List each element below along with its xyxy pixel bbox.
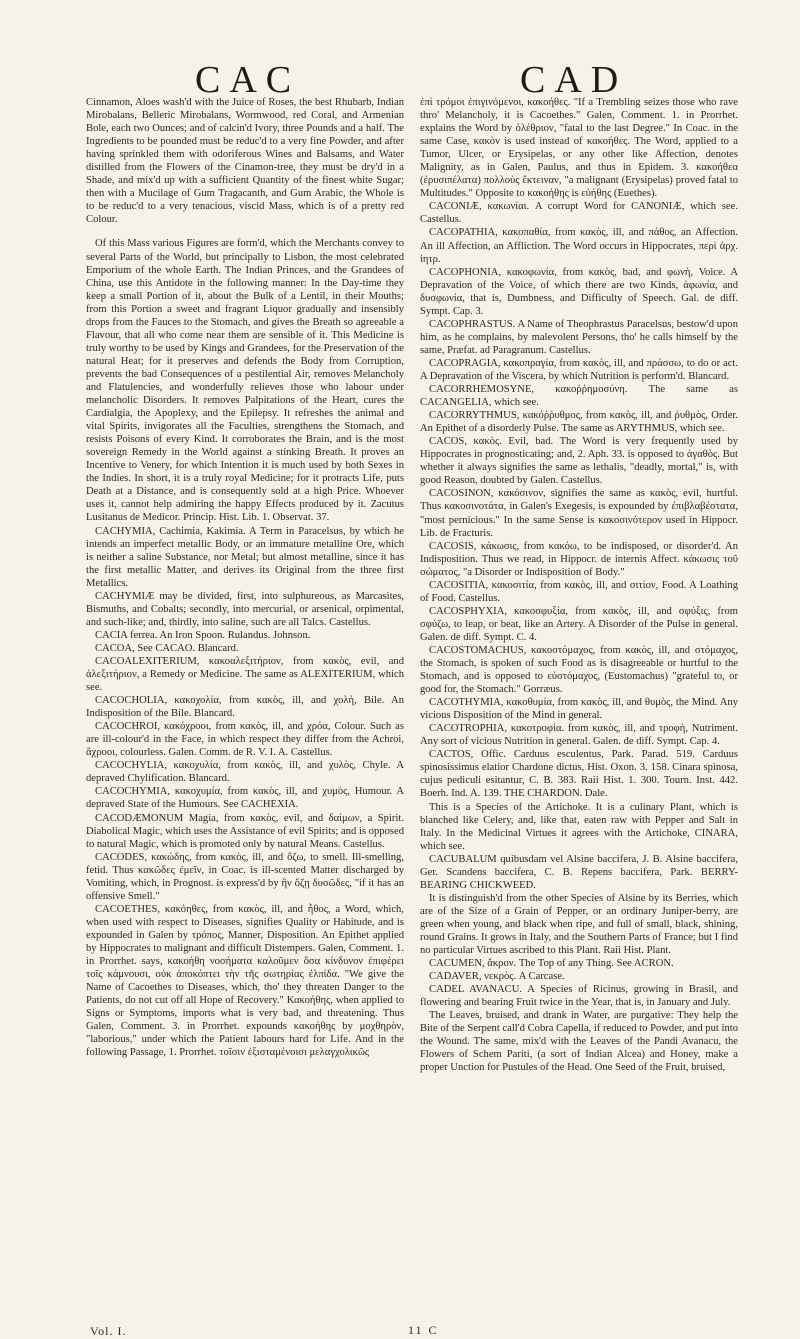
- entry-cacia: CACIA ferrea. An Iron Spoon. Rulandus. Johnson.: [95, 629, 311, 641]
- entry-cacochymia: CACOCHYMIA, κακοχυμία, from κακὸς, ill, and χυμὸς, Humour. A depraved State of the Humours. See CACHEXIA.: [86, 786, 404, 811]
- left-column: [86, 96, 404, 1059]
- entry-caconiae: CACONIÆ, κακωνίαι. A corrupt Word for CANONIÆ, which see. Castellus.: [420, 201, 738, 226]
- entry-cacophrastus: CACOPHRASTUS. A Name of Theophrastus Paracelsus, bestow'd upon him, as he complains, by malevolent Persons, tho' he calls himself by the same, Præfat. ad Paragranum. Castellus.: [420, 318, 738, 356]
- entry-cadaver: CADAVER, νεκρὸς. A Carcase.: [429, 971, 565, 983]
- entry-paragraph: ἐπὶ τρόμοι ἐπιγινόμενοι, κακοήθες. "If a Trembling seizes those who rave thro' Melancholy, it is Cacoethes." Galen, Comment. 1. in Prorrhet. explains the Word by ὀλέθριον, "fatal to the last Degree." In Coac. in the same Case, κακὸν is used instead of κακοήθες. The Word, applied to a Tumor, Ulcer, or Erysipelas, or any other like Affection, denotes Malignity, as in Galen, Paulus, and thus in Epidem. 3. κακοήθεα (ἐρυσιπέλατα) πολλοὺς ἔκτειναν, "a malignant (Erysipelas) proved fatal to Multitudes." Opposite to κακοήθης is εὐήθης (Euethes).: [420, 97, 738, 200]
- entry-cacumen: CACUMEN, ἄκρον. The Top of any Thing. See ACRON.: [429, 958, 674, 970]
- entry-cacophonia: CACOPHONIA, κακοφωνία, from κακὸς, bad, and φωνὴ, Voice. A Depravation of the Voice, of which there are two Kinds, ἀφωνία, and δυσφωνία, that is, Dumbness, and Difficulty of Speech. Gal. de diff. Sympt. Cap. 3.: [420, 266, 738, 317]
- entry-paragraph: Cinnamon, Aloes wash'd with the Juice of Roses, the best Rhubarb, Indian Mirobalans, Belleric Mirobalans, Wormwood, red Coral, and Armenian Bole, each two Ounces; and of calcin'd Ivory, three Pounds and a half. The Ingredients to be pounded must be reduc'd to a very fine Powder, and after having sprinkled them with odoriferous Wines and Balsams, and Water distilled from the Flowers of the Cinamon-tree, they must be dry'd in a Shade, and mix'd up with a sufficient Quantity of the finest white Sugar; then with a Mucilage of Gum Tragacanth, and Gum Arabic, the Whole is to be reduc'd to a very tenacious, viscid Mass, which is of a pretty red Colour.: [86, 97, 404, 226]
- entry-cacosphyxia: CACOSPHYXIA, κακοσφυξία, from κακὸς, ill, and σφύξις, from σφύζω, to leap, or beat, like an Artery. A Disorder of the Pulse in general. Galen. de diff. Sympt. C. 4.: [420, 605, 738, 643]
- entry-cachymia: CACHYMIA, Cachimia, Kakimia. A Term in Paracelsus, by which he intends an imperfect metallic Body, or an immature metalline Ore, which is neither a saline Substance, nor Metal; but almost metalline, since it has the first metallic Matter, and derives its Original from the three first Metallics.: [86, 525, 404, 589]
- entry-cadel-avanacu: CADEL AVANACU. A Species of Ricinus, growing in Brasil, and flowering and bearing Fruit twice in the Year, that is, in January and July.: [420, 984, 738, 1009]
- entry-paragraph: This is a Species of the Artichoke. It is a culinary Plant, which is blanched like Celery, and, like that, eaten raw with Pepper and Salt in Italy. In the Medicinal Virtues it agrees with the Artichoke, CINARA, which see.: [420, 801, 738, 852]
- entry-cacotrophia: CACOTROPHIA, κακοτροφία. from κακὸς, ill, and τροφὴ, Nutriment. Any sort of vicious Nutrition in general. Galen. de diff. Sympt. Cap. 4.: [420, 723, 738, 748]
- entry-cactos: CACTOS, Offic. Carduus esculentus, Park. Parad. 519. Carduus spinosissimus elatior Chardone dictus, Hist. Oxon. 3. 158. Cinara spinosa, cujus pediculi esitantur, C. B. 383. Raii Hist. 1. 300. Tourn. Inst. 442. Boerh. Ind. A. 139. THE CHARDON. Dale.: [420, 749, 738, 800]
- entry-cacorrhemosyne: CACORRHEMOSYNE, κακοῤῥημοσύνη. The same as CACANGELIA, which see.: [420, 384, 738, 409]
- volume-label: Vol. I.: [90, 1324, 127, 1338]
- entry-cacochroi: CACOCHROI, κακόχροοι, from κακὸς, ill, and χρόα, Colour. Such as are ill-colour'd in the Face, in which respect they differ from the Achroi, ἄχροοι, colourless. Galen. Comm. de R. V. I. A. Castellus.: [86, 721, 404, 759]
- entry-cacodaemonum: CACODÆMONUM Magia, from κακὸς, evil, and δαίμων, a Spirit. Diabolical Magic, which uses the Assistance of evil Spirits; and is opposed to natural Magic, which is promoted only by natural Means. Castellus.: [86, 812, 404, 850]
- entry-cacositia: CACOSITIA, κακοσιτία, from κακὸς, ill, and σιτίον, Food. A Loathing of Food. Castellus.: [420, 579, 738, 604]
- entry-cacodes: CACODES, κακώδης, from κακὸς, ill, and ὄζω, to smell. Ill-smelling, fetid. Thus κακῶδες ἐμεῖν, in Coac. is ill-scented Matter discharged by Vomiting, which, in Prognost. is express'd by ἢν ὄζῃ δυσῶδες, "if it has an offensive Smell.": [86, 851, 404, 902]
- entry-cacopragia: CACOPRAGIA, κακοπραγία, from κακὸς, ill, and πράσσω, to do or act. A Depravation of the Viscera, by which Nutrition is perform'd. Blancard.: [420, 357, 738, 382]
- entry-cacosis: CACOSIS, κάκωσις, from κακόω, to be indisposed, or disorder'd. An Indisposition. Thus we read, in Hippocr. de internis Affect. κάκωσις τοῦ σώματος, "a Disorder or Indisposition of Body.": [420, 540, 738, 578]
- entry-paragraph: CACHYMIÆ may be divided, first, into sulphureous, as Marcasites, Bismuths, and Cobalts; secondly, into mercurial, or arsenical, orpimental, and such-like; and, thirdly, into saline, such are all Talcs. Castellus.: [86, 590, 404, 628]
- entry-cacorrythmus: CACORRYTHMUS, κακόῤῥυθμος, from κακὸς, ill, and ῥυθμὸς, Order. An Epithet of a disorderly Pulse. The same as ARYTHMUS, which see.: [420, 410, 738, 435]
- entry-cacostomachus: CACOSTOMACHUS, κακοστόμαχος, from κακὸς, ill, and στόμαχος, the Stomach, is spoken of such Food as is disagreeable or hurtful to the Stomach, and is opposed to εὐστόμαχος, (Eustomachus) "grateful to, or good for, the Stomach." Gorræus.: [420, 644, 738, 696]
- running-head-right: CAD: [520, 59, 628, 101]
- entry-cacoethes: CACOETHES, κακόηθες, from κακὸς, ill, and ἦθος, a Word, which, when used with respect to Diseases, signifies Quality or Habitude, and is expounded in Galen by τρόπος, Manner, Disposition. An Epithet applied by Hippocrates to malignant and difficult Distempers. Galen, Comment. 1. in Prorrhet. says, κακοήθη νοσήματα καλοῦμεν ὅσα κίνδυνον ἐπιφέρει τοῖς κάμνουσι, οὐκ ἀποκόπτει τὴν τῆς σωτηρίας ἐλπίδα. "We give the Name of Cacoethes to Diseases, which, tho' they threaten Danger to the Patients, do not cut off all Hope of Recovery." Κακοήθης, when applied to Signs or Symptoms, imports what is very bad, and threatening. Thus Galen, Comment. 3. in Prorrhet. expounds κακοήθης by μοχθηρὸν, "laborious," under which the Patient labours hard for Life. And in the following Passage, 1. Prorrhet. τοῖσιν ἐξισταμένοισι μελαγχολικῶς: [86, 903, 404, 1059]
- entry-cacopathia: CACOPATHIA, κακοπαθία, from κακὸς, ill, and πάθος, an Affection. An ill Affection, an Affliction. The Word occurs in Hippocrates, περὶ ἀρχ. ἰητρ.: [420, 227, 738, 265]
- entry-paragraph: It is distinguish'd from the other Species of Alsine by its Berries, which are of the Size of a Grain of Pepper, or an ordinary Juniper-berry, are green when young, and black when ripe, and full of small, black, shining, round Grains. It grows in Italy, and the Southern Parts of France; but I find no particular Virtues ascribed to this Plant. Raii Hist. Plant.: [420, 892, 738, 957]
- entry-paragraph: The Leaves, bruised, and drank in Water, are purgative: They help the Bite of the Serpent call'd Cobra Capella, if reduced to Powder, and put into the Wound. The same, mix'd with the Leaves of the Pandi Avanacu, the Flowers of Schem Pariti, (a sort of Indian Alcea) and Honey, make a proper Unction for Pustules of the Head. One Seed of the Fruit, bruised,: [420, 1010, 738, 1074]
- signature-mark: 11 C: [408, 1323, 439, 1337]
- entry-cacos: CACOS, κακὸς. Evil, bad. The Word is very frequently used by Hippocrates in prognosticating; and, 2. Aph. 33. is opposed to ἀγαθὸς. But whether it always signifies the same as lethalis, "deadly, mortal," is, with good Reason, doubted by Galen. Castellus.: [420, 436, 738, 487]
- entry-cacoalexiterium: CACOALEXITERIUM, κακοαλεξιτήριον, from κακὸς, evil, and ἀλεξιτήριον, a Remedy or Medicine. The same as ALEXITERIUM, which see.: [86, 655, 404, 694]
- right-column: [420, 96, 738, 1075]
- entry-cacubalum: CACUBALUM quibusdam vel Alsine baccifera, J. B. Alsine baccifera, Ger. Scandens baccifera, C. B. Repens baccifera, Park. BERRY-BEARING CHICKWEED.: [420, 853, 738, 891]
- entry-cacosinon: CACOSINON, κακόσινον, signifies the same as κακὸς, evil, hurtful. Thus κακοσινοτάτα, in Galen's Exegesis, is expounded by ἐπιβλαβέστατα, "most pernicious." In the same Sense is κακοσινότερον used in Hippocr. Lib. de Fracturis.: [420, 488, 738, 539]
- entry-cacocholia: CACOCHOLIA, κακοχολία, from κακὸς, ill, and χολὴ, Bile. An Indisposition of the Bile. Blancard.: [86, 695, 404, 720]
- entry-cacoa: CACOA, See CACAO. Blancard.: [95, 642, 239, 654]
- entry-cacochylia: CACOCHYLIA, κακοχυλία, from κακὸς, ill, and χυλὸς, Chyle. A depraved Chylification. Blancard.: [86, 760, 404, 785]
- entry-paragraph: Of this Mass various Figures are form'd, which the Merchants convey to several Parts of the World, but principally to Lisbon, the most celebrated Emporium of the whole Earth. The Indian Princes, and the Grandees of China, use this Antidote in the following manner: In the Day-time they keep a small Portion of it, about the Bulk of a Lentil, in their Mouths; from this Portion a sweet and fragrant Liquor gradually and insensibly drops from the Fauces to the Stomach, and gives the Breath so agreeable a Flavour, that all who come near them are sensible of it. This Medicine is truly worthy to be used by Kings and Grandees, for the Preservation of the natural Heat; for it preserves and defends the Body from Corruption, prevents the bad Consequences of a pestilential Air, removes Melancholy and Flatulencies, and wonderfully relieves those who labour under melancholic Disorders. It removes Palpitations of the Heart, cures the Cardialgia, the Apoplexy, and the Epilepsy. It refreshes the animal and vital Spirits, invigorates all the Faculties, strengthens the Stomach, and resists Poisons of every Kind. It corroborates the Brain, and is the most sovereign Remedy in the World against a stinking Breath. It proves an Incentive to Venery, for which Intention it is much used by both Sexes in the Indies. In short, it is a truly royal Medicine; for it protracts Life, puts Death at a Distance, and is consequently sold at a high Price. Whoever uses it, cannot help admiring the happy Effects produced by it. Zacutus Lusitanus de Medicor. Princip. Hist. Lib. 1. Observat. 37.: [86, 238, 404, 524]
- entry-cacothymia: CACOTHYMIA, κακοθυμία, from κακὸς, ill, and θυμὸς, the Mind. Any vicious Disposition of the Mind in general.: [420, 697, 738, 722]
- running-head-left: CAC: [195, 59, 301, 101]
